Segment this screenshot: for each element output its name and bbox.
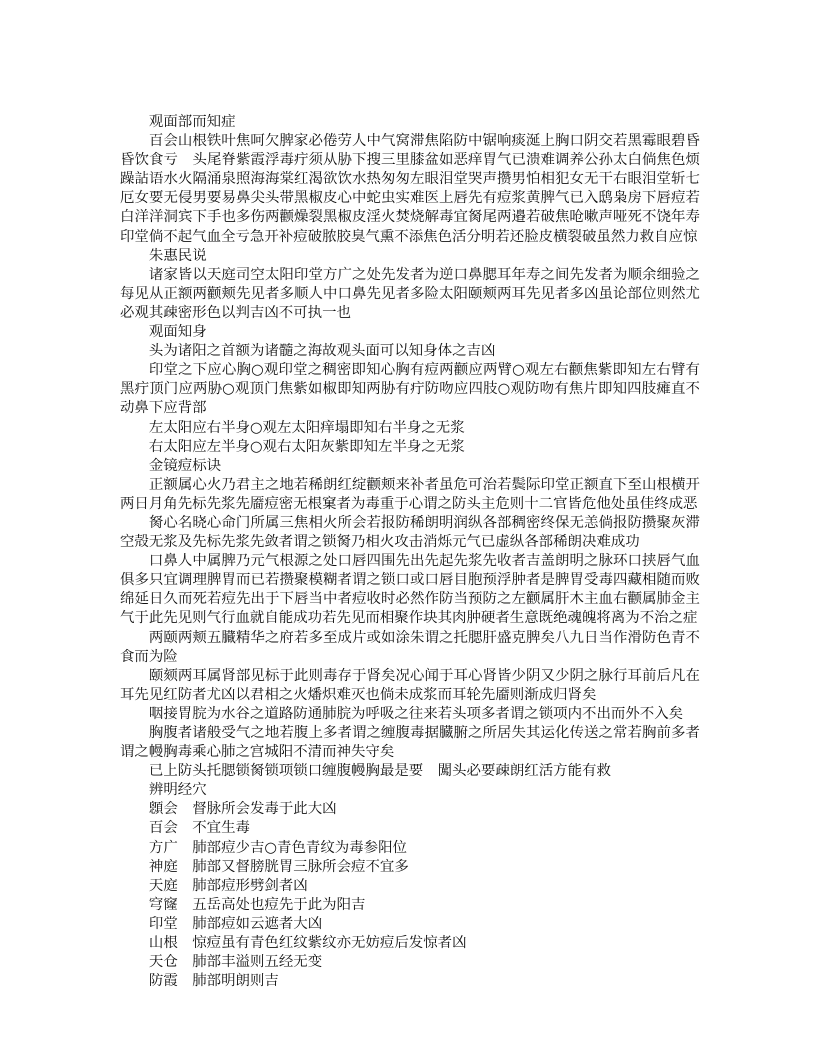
section-face-body <box>120 323 700 457</box>
acupoint-desc: 不宜生毒 <box>192 820 250 837</box>
acupoint-name: 顖会 <box>148 801 178 818</box>
acupoint-name: 神庭 <box>148 858 178 875</box>
paragraph: 诸家皆以天庭司空太阳印堂方广之处先发者为逆口鼻腮耳年寿之间先发者为顺余细验之每见从正额两颧颊先见者多顺人中口鼻先见者多险太阳颐颊两耳先见者多凶虽论部位则然尤必观其疎密形色以判吉凶不可执一也 <box>120 266 700 321</box>
paragraph: 已上防头托腮锁胬锁项锁口缠腹幔胸最是要 闖头必要疎朗红活方能有救 <box>148 763 611 780</box>
acupoint-row <box>120 839 700 858</box>
acupoint-desc: 肺部痘少吉○青色青纹为毒参阳位 <box>192 839 407 856</box>
section-golden-mirror <box>120 457 700 782</box>
paragraph: 胸腹者诸般受气之地若腹上多者谓之缠腹毒据臓腑之所居失其运化传送之常若胸前多者谓之幔胸毒乘心肺之宫城阳不清而神失守矣 <box>120 725 700 761</box>
paragraph: 口鼻人中属脾乃元气根源之处口唇四围先出先起先浆先收者吉盖朗明之脉环口挟唇气血俱多只宜调理脾胃而已若攒聚模糊者谓之锁口或口唇目胞预浮肿者是脾胃受毒四藏相随而败绵延日久而死若痘先出于下唇当中者痘收时必然作防当预防之左颧属肝木主血右颧属肺金主气于此先见则气行血就自能成功若先见而相聚作块其肉肿硬者生意既绝魂魄将离为不治之症 <box>120 553 700 627</box>
paragraph: 颐颏两耳属肾部见标于此则毒存于肾矣况心闻于耳心肾皆少阴又少阴之脉行耳前后凡在耳先见红防者尤凶以君相之火燔炽难灭也倘未成浆而耳轮先靥则渐成归肾矣 <box>120 667 700 703</box>
acupoint-name: 穹窿 <box>148 896 178 913</box>
acupoint-desc: 肺部痘形劈剑者凶 <box>192 877 308 894</box>
section-heading: 金镜痘标诀 <box>148 457 222 474</box>
acupoint-row <box>120 934 700 953</box>
acupoint-row <box>120 877 700 896</box>
paragraph: 百会山根铁叶焦呵欠脾家必倦劳人中气窝滞焦陷防中锯响痰涎上胸口阴交若黑霉眼碧昏昏饮食亏 头尾脊紫霞浮毒疔须从胁下搜三里膝盆如恶痒胃气已溃难调养公孙太白倘焦色烦躁詀语水火隔涌泉照海海棠红渴欲饮水热匆匆左眼泪堂哭声攒男怕相犯女无干右眼泪堂斩七厄女要无侵男要易鼻尖头带黑椒皮心中蛇虫实难医上唇先有痘浆黄脾气已入鸱枭房下唇痘若白洋洋洞宾下手也多伤两颧燥裂黑椒皮淫火焚烧解毒宜胬尾两邉若破焦呛嗽声哑死不饶年寿印堂倘不起气血全亏急开补痘破脓胶臭气熏不添焦色活分明若还脸皮横裂破虽然力救自应惊 <box>120 133 700 245</box>
acupoint-row <box>120 896 700 915</box>
acupoint-name: 天仓 <box>148 954 178 971</box>
acupoint-name: 天庭 <box>148 877 178 894</box>
paragraph: 胬心名晓心命门所属三焦相火所会若报防稀朗明润纵各部稠密终保无恙倘报防攒聚灰滞空殻无浆及先标先浆先敛者谓之锁胬乃相火攻击消烁元气已虚纵各部稀朗决难成功 <box>120 514 700 551</box>
paragraph: 两颐两颊五臓精华之府若多至成片或如涂朱谓之托腮肝盛克脾矣八九日当作滑防色青不食而为险 <box>120 629 700 665</box>
acupoint-name: 山根 <box>148 935 178 952</box>
acupoint-desc: 肺部丰溢则五经无变 <box>192 954 323 971</box>
acupoint-desc: 督脉所会发毒于此大凶 <box>192 801 337 818</box>
acupoint-row <box>120 819 700 838</box>
section-heading: 朱惠民说 <box>148 247 207 264</box>
acupoint-row <box>120 858 700 877</box>
paragraph: 印堂之下应心胸○观印堂之稠密即知心胸有痘两颧应两臂○观左右颧焦紫即知左右臂有黑疔顶门应两胁○观顶门焦紫如椒即知两胁有疔防吻应四肢○观防吻有焦片即知四肢瘫直不动鼻下应背部 <box>120 362 700 417</box>
acupoint-desc: 肺部痘如云遮者大凶 <box>192 915 323 932</box>
acupoint-name: 方广 <box>148 839 178 856</box>
section-heading: 辨明经穴 <box>148 782 207 799</box>
acupoint-name: 百会 <box>148 820 178 837</box>
acupoint-desc: 五岳高处也痘先于此为阳吉 <box>192 896 366 913</box>
section-heading: 观面部而知症 <box>148 114 236 130</box>
paragraph: 左太阳应右半身○观左太阳痒塌即知右半身之无浆 <box>148 419 465 436</box>
acupoint-row <box>120 953 700 972</box>
paragraph: 头为诸阳之首额为诸髓之海故观头面可以知身体之吉凶 <box>148 343 496 360</box>
acupoint-row <box>120 915 700 934</box>
acupoint-desc: 肺部又督膀胱胃三脉所会痘不宜多 <box>192 858 409 875</box>
paragraph: 右太阳应左半身○观右太阳灰紫即知左半身之无浆 <box>148 438 465 455</box>
section-heading: 观面知身 <box>148 324 207 341</box>
acupoint-row <box>120 800 700 819</box>
paragraph: 咽接胃脘为水谷之道路防通肺脘为呼吸之往来若头项多者谓之锁项内不出而外不入矣 <box>148 705 684 722</box>
paragraph: 正额属心火乃君主之地若稀朗红绽颧颊来补者虽危可治若鬓际印堂正额直下至山根横开两日月角先标先浆先靥痘密无根窠者为毒重于心谓之防头主危则十二官皆危他处虽佳终成恶 <box>120 476 700 512</box>
section-acupoints <box>120 781 700 991</box>
section-face-symptoms <box>120 113 700 247</box>
section-zhu-huimin <box>120 247 700 323</box>
acupoint-desc: 惊痘虽有青色红纹紫纹亦无妨痘后发惊者凶 <box>192 935 467 952</box>
acupoint-name: 防霞 <box>148 973 178 990</box>
document-page <box>120 113 700 991</box>
acupoint-name: 印堂 <box>148 915 178 932</box>
acupoint-row <box>120 972 700 991</box>
acupoint-desc: 肺部明朗则吉 <box>192 973 279 990</box>
